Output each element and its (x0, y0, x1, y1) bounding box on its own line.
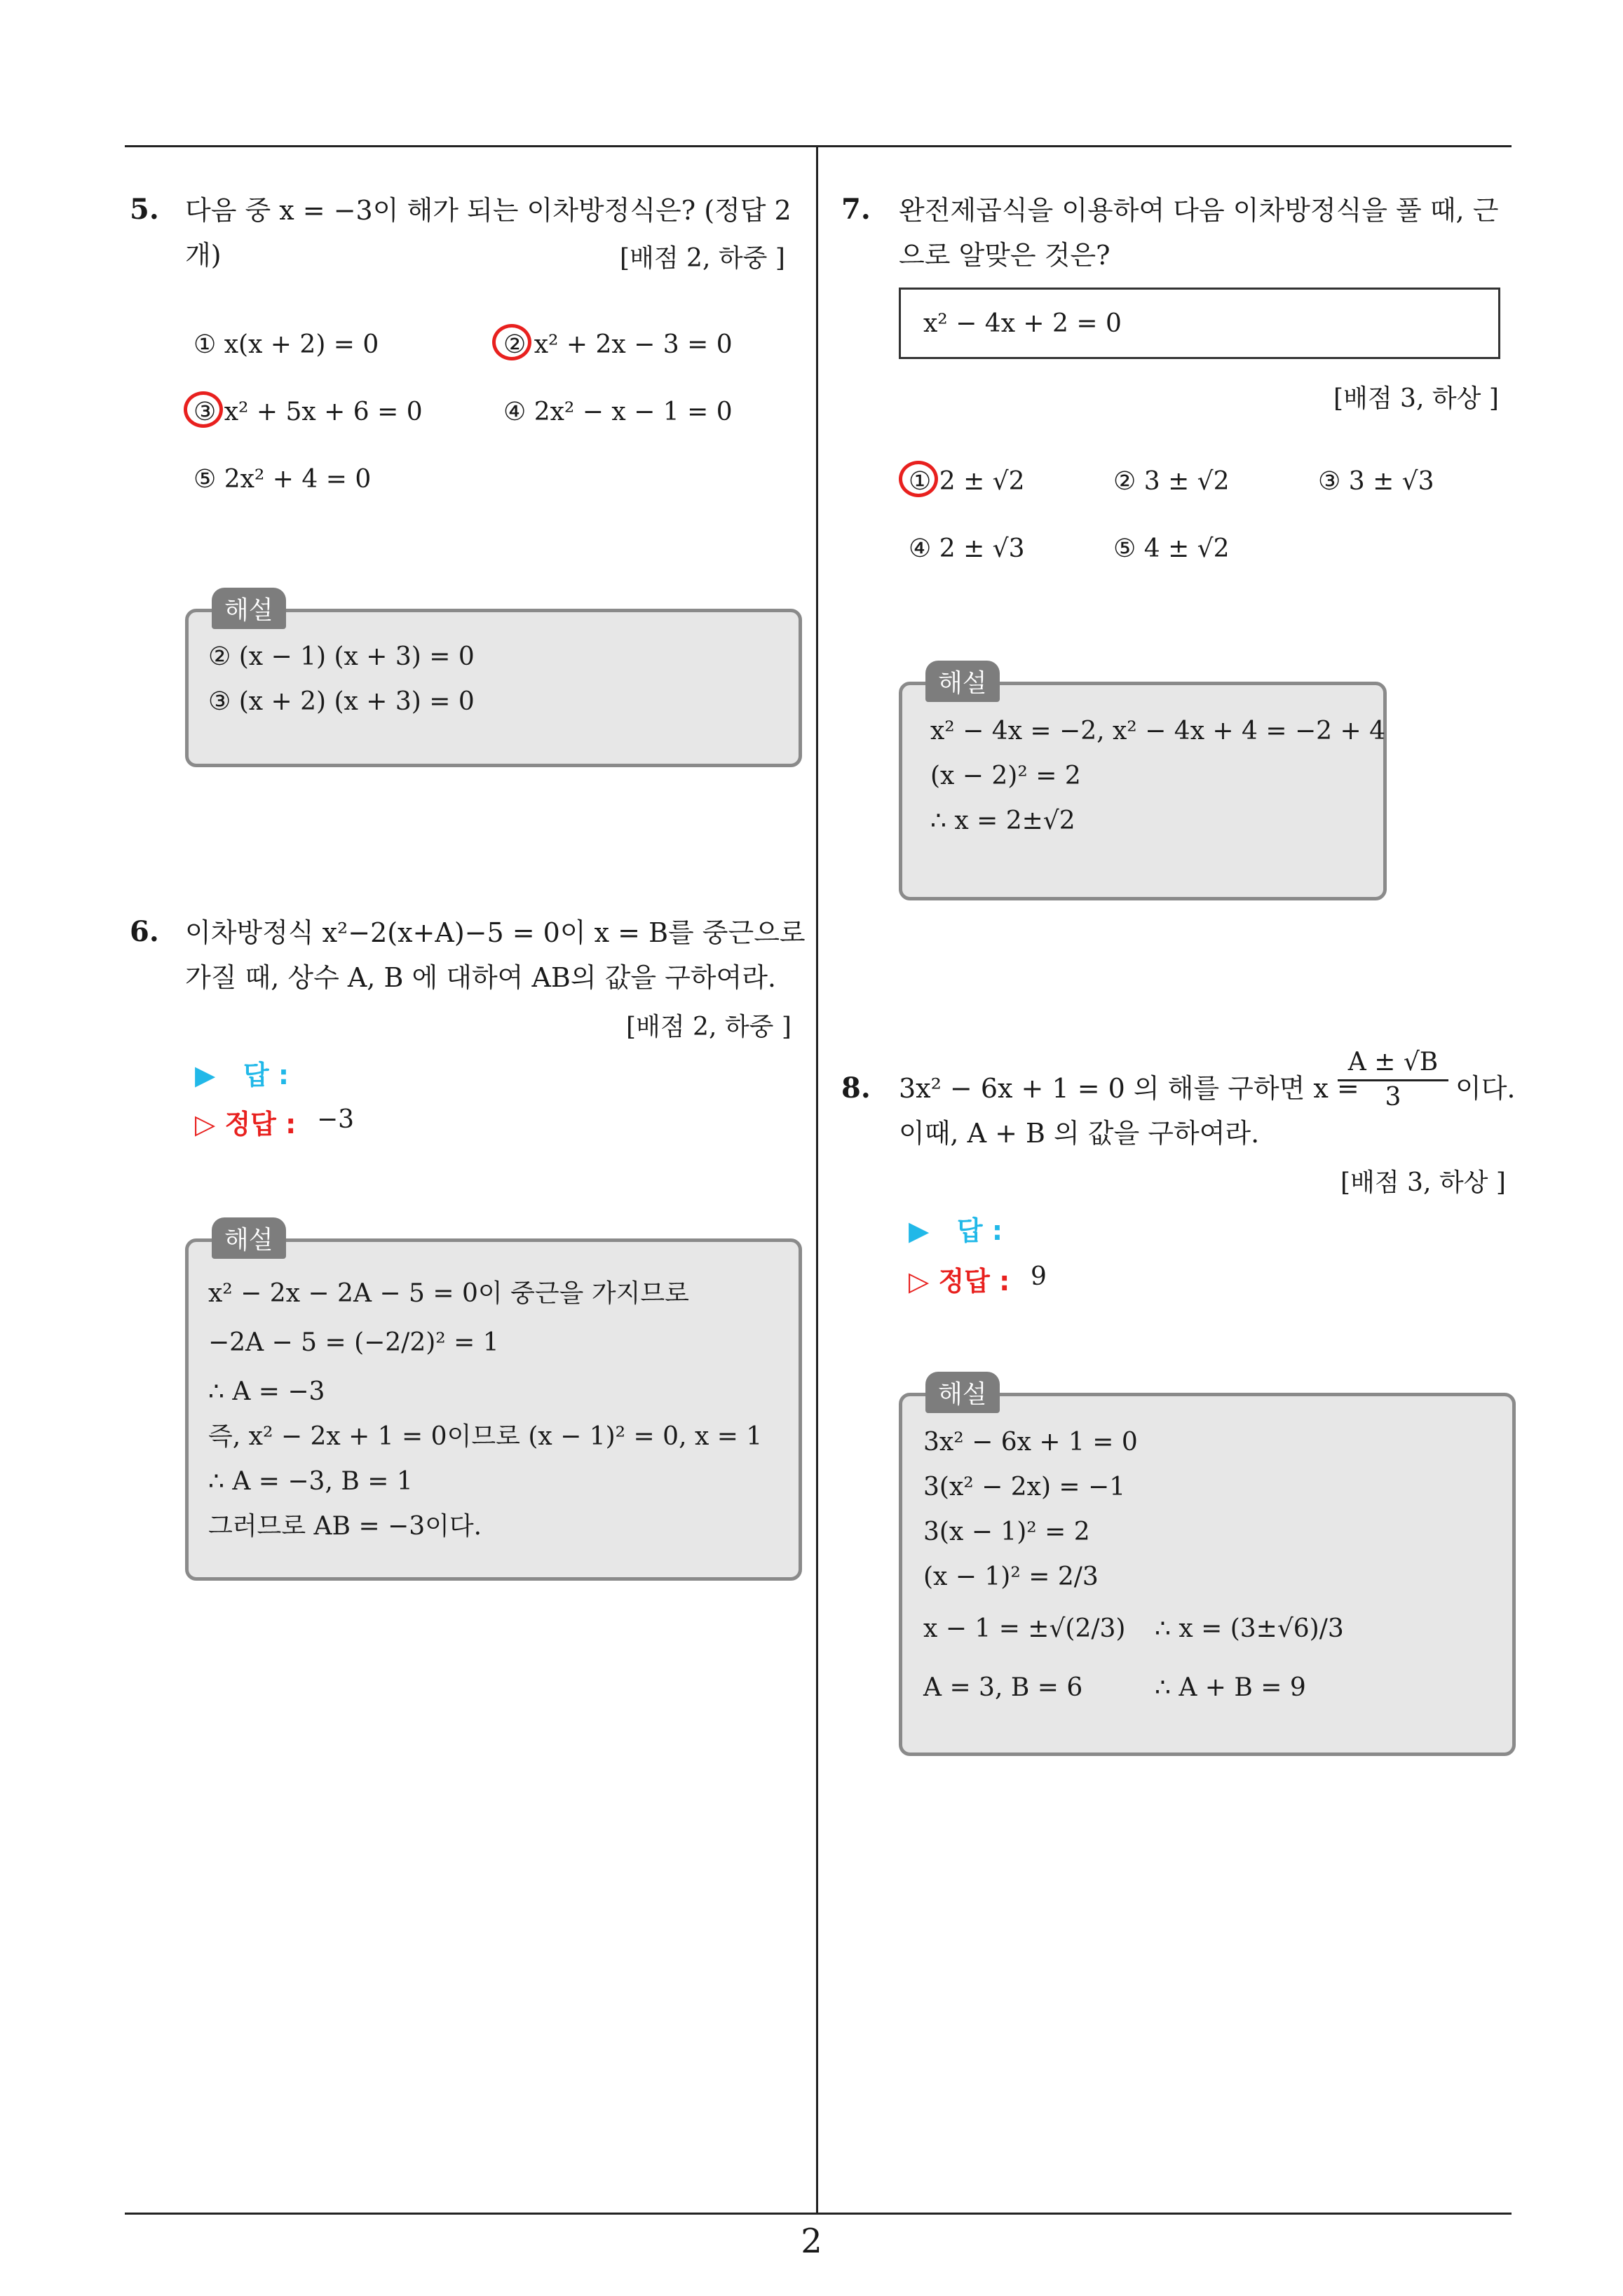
q6-answer-label-text: 답 : (243, 1060, 290, 1090)
q5-exp-line1: ② (x − 1) (x + 3) = 0 (208, 642, 475, 671)
q8-exp-line8: ∴ A + B = 9 (1155, 1673, 1306, 1702)
bottom-rule (125, 2213, 1512, 2215)
q8-exp-line4: (x − 1)² = 2/3 (923, 1562, 1099, 1591)
q6-exp-line1: x² − 2x − 2A − 5 = 0이 중근을 가지므로 (208, 1279, 689, 1308)
q5-explanation-box (185, 609, 802, 767)
q6-answer-label: ▶ 답 : (195, 1060, 290, 1090)
q5-explanation-tag: 해설 (212, 588, 286, 629)
q8-exp-line3: 3(x − 1)² = 2 (923, 1518, 1090, 1546)
page-number: 2 (801, 2222, 822, 2261)
q7-exp-line1: x² − 4x = −2, x² − 4x + 4 = −2 + 4 (930, 717, 1386, 745)
q7-explanation-tag: 해설 (925, 661, 1000, 702)
q6-explanation-box (185, 1238, 802, 1581)
q6-exp-line4: 즉, x² − 2x + 1 = 0이므로 (x − 1)² = 0, x = 1 (208, 1422, 763, 1451)
q8-exp-line7: A = 3, B = 6 (923, 1673, 1083, 1702)
q7-option-1[interactable]: ① 2 ± √2 (909, 467, 1025, 496)
q8-exp-line6: ∴ x = (3±√6)/3 (1155, 1614, 1344, 1643)
q8-exp-line2: 3(x² − 2x) = −1 (923, 1473, 1126, 1501)
q6-exp-line5: ∴ A = −3, B = 1 (208, 1467, 413, 1496)
q5-number: 5. (130, 193, 159, 226)
q6-text-line2: 가질 때, 상수 A, B 에 대하여 AB의 값을 구하여라. (185, 962, 777, 993)
q5-option-3[interactable]: ③ x² + 5x + 6 = 0 (193, 398, 423, 426)
q8-number: 8. (841, 1072, 871, 1105)
q8-exp-line5: x − 1 = ±√(2/3) (923, 1614, 1126, 1643)
q5-score: [배점 2, 하중 ] (620, 244, 785, 273)
column-divider (816, 145, 818, 2213)
q7-equation: x² − 4x + 2 = 0 (923, 309, 1122, 338)
q8-fraction-numerator: A ± √B (1338, 1048, 1448, 1081)
q7-text-line2: 으로 알맞은 것은? (899, 240, 1111, 271)
q5-text-line1: 다음 중 x = −3이 해가 되는 이차방정식은? (정답 2 (185, 195, 792, 226)
q8-correct-label: ▷ 정답 : (909, 1266, 1010, 1297)
q6-correct-label: ▷ 정답 : (195, 1109, 297, 1140)
q5-option-1[interactable]: ① x(x + 2) = 0 (193, 330, 379, 359)
q6-correct-label-text: 정답 : (224, 1109, 297, 1140)
q5-answer-circle-2 (492, 324, 531, 360)
q8-correct-label-text: 정답 : (938, 1266, 1010, 1297)
q6-exp-line2: −2A − 5 = (−2/2)² = 1 (208, 1328, 499, 1357)
q5-answer-circle-3 (184, 391, 223, 428)
q7-option-2[interactable]: ② 3 ± √2 (1113, 467, 1230, 496)
q8-answer-label-text: 답 : (956, 1215, 1003, 1246)
top-rule (125, 145, 1512, 147)
q7-answer-circle-1 (899, 461, 938, 497)
q5-option-5[interactable]: ⑤ 2x² + 4 = 0 (193, 465, 372, 494)
q7-option-3[interactable]: ③ 3 ± √3 (1318, 467, 1434, 496)
q8-explanation-tag: 해설 (925, 1372, 1000, 1413)
q6-exp-line6: 그러므로 AB = −3이다. (208, 1512, 482, 1541)
q7-option-4[interactable]: ④ 2 ± √3 (909, 534, 1025, 563)
q6-score: [배점 2, 하중 ] (626, 1013, 792, 1041)
q8-text-line2: 이때, A + B 의 값을 구하여라. (899, 1118, 1260, 1149)
q5-option-2[interactable]: ② x² + 2x − 3 = 0 (503, 330, 733, 359)
q8-text-line1b: 이다. (1455, 1073, 1516, 1104)
q8-explanation-box (899, 1393, 1516, 1756)
q6-correct-value: −3 (317, 1105, 355, 1134)
q7-score: [배점 3, 하상 ] (1333, 384, 1499, 413)
q8-score: [배점 3, 하상 ] (1340, 1168, 1506, 1197)
q7-exp-line2: (x − 2)² = 2 (930, 762, 1081, 790)
q7-explanation-box (899, 682, 1387, 900)
q6-explanation-tag: 해설 (212, 1217, 286, 1259)
q8-text-line1a: 3x² − 6x + 1 = 0 의 해를 구하면 x = (899, 1073, 1359, 1104)
q6-text-line1: 이차방정식 x²−2(x+A)−5 = 0이 x = B를 중근으로 (185, 917, 806, 948)
q8-correct-value: 9 (1031, 1262, 1047, 1291)
q7-option-5[interactable]: ⑤ 4 ± √2 (1113, 534, 1230, 563)
q7-text-line1: 완전제곱식을 이용하여 다음 이차방정식을 풀 때, 근 (899, 195, 1499, 226)
q5-exp-line2: ③ (x + 2) (x + 3) = 0 (208, 687, 475, 716)
q7-equation-box (899, 288, 1500, 359)
q6-exp-line3: ∴ A = −3 (208, 1377, 325, 1406)
q5-option-4[interactable]: ④ 2x² − x − 1 = 0 (503, 398, 733, 426)
q8-fraction-denominator: 3 (1385, 1083, 1401, 1112)
q6-number: 6. (130, 915, 159, 948)
q8-exp-line1: 3x² − 6x + 1 = 0 (923, 1428, 1138, 1457)
q7-number: 7. (841, 193, 871, 226)
q8-answer-label: ▶ 답 : (909, 1215, 1003, 1246)
q5-text-line2: 개) (185, 240, 222, 271)
q7-exp-line3: ∴ x = 2±√2 (930, 806, 1075, 835)
q8-fraction (1338, 1048, 1448, 1112)
